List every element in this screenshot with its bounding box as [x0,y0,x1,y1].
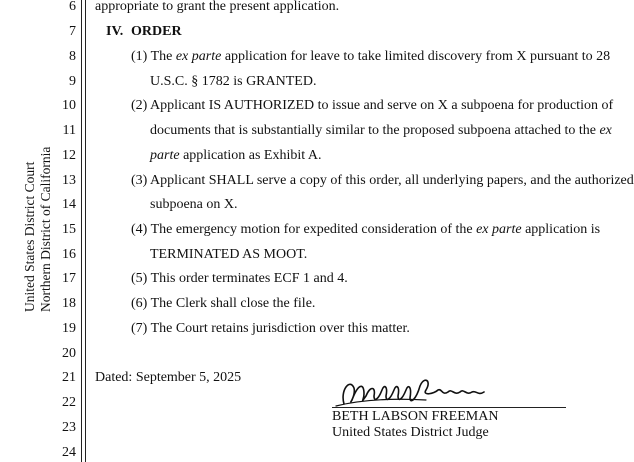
order-item-7: (7) The Court retains jurisdiction over this matter. [131,321,410,336]
body-line: appropriate to grant the present application. [95,0,340,14]
text-run: application as Exhibit A. [179,148,322,163]
line-number: 14 [62,197,76,212]
text-run: documents that is substantially similar to the proposed subpoena attached to the [150,123,600,138]
order-item-1 [131,49,610,65]
line-number: 9 [69,74,76,89]
line-number: 16 [62,247,76,262]
line-number: 22 [62,395,76,410]
section-title: ORDER [131,24,182,39]
text-run: (4) The emergency motion for expedited consideration of the [131,222,477,237]
text-run: (1) The [131,49,176,64]
line-number: 23 [62,420,76,435]
dated-line: Dated: September 5, 2025 [95,370,242,385]
text-run: application for leave to take limited discovery from X pursuant to 28 [221,49,611,64]
line-number: 8 [69,49,76,64]
court-name-line2: Northern District of California [38,146,53,312]
line-number: 19 [62,321,76,336]
judge-title: United States District Judge [332,425,489,440]
order-item-4 [131,222,600,238]
order-item-5: (5) This order terminates ECF 1 and 4. [131,271,348,286]
line-number: 11 [62,123,76,138]
text-run: application is [521,222,601,237]
order-item-3: (3) Applicant SHALL serve a copy of this order, all underlying papers, and the authorized [131,173,634,188]
order-item-2: (2) Applicant IS AUTHORIZED to issue and serve on X a subpoena for production of [131,98,614,113]
order-item-4-cont: TERMINATED AS MOOT. [150,247,308,262]
line-number: 6 [69,0,76,14]
italic-run: parte [150,148,180,163]
margin-rule-left-1 [81,0,82,462]
line-number: 15 [62,222,76,237]
line-number: 7 [69,24,76,39]
line-number: 12 [62,148,76,163]
line-number: 21 [62,370,76,385]
order-item-3-cont: subpoena on X. [150,197,238,212]
order-item-2-cont2 [150,148,321,164]
signature-line [332,407,566,408]
line-number: 13 [62,173,76,188]
court-name-line1: United States District Court [22,161,37,312]
italic-run: ex parte [175,49,222,64]
judge-name: BETH LABSON FREEMAN [332,409,499,424]
margin-rule-left-2 [85,0,86,462]
judge-signature [330,370,500,412]
line-number: 17 [62,271,76,286]
line-number: 20 [62,346,76,361]
italic-run: ex parte [476,222,522,237]
line-number: 10 [62,98,76,113]
court-name-vertical [22,146,53,312]
line-number: 24 [62,445,76,460]
line-number: 18 [62,296,76,311]
order-item-6: (6) The Clerk shall close the file. [131,296,316,311]
italic-run: ex [599,123,612,138]
order-item-1-cont: U.S.C. § 1782 is GRANTED. [150,74,317,89]
section-number: IV. [106,24,124,39]
order-item-2-cont [150,123,612,139]
